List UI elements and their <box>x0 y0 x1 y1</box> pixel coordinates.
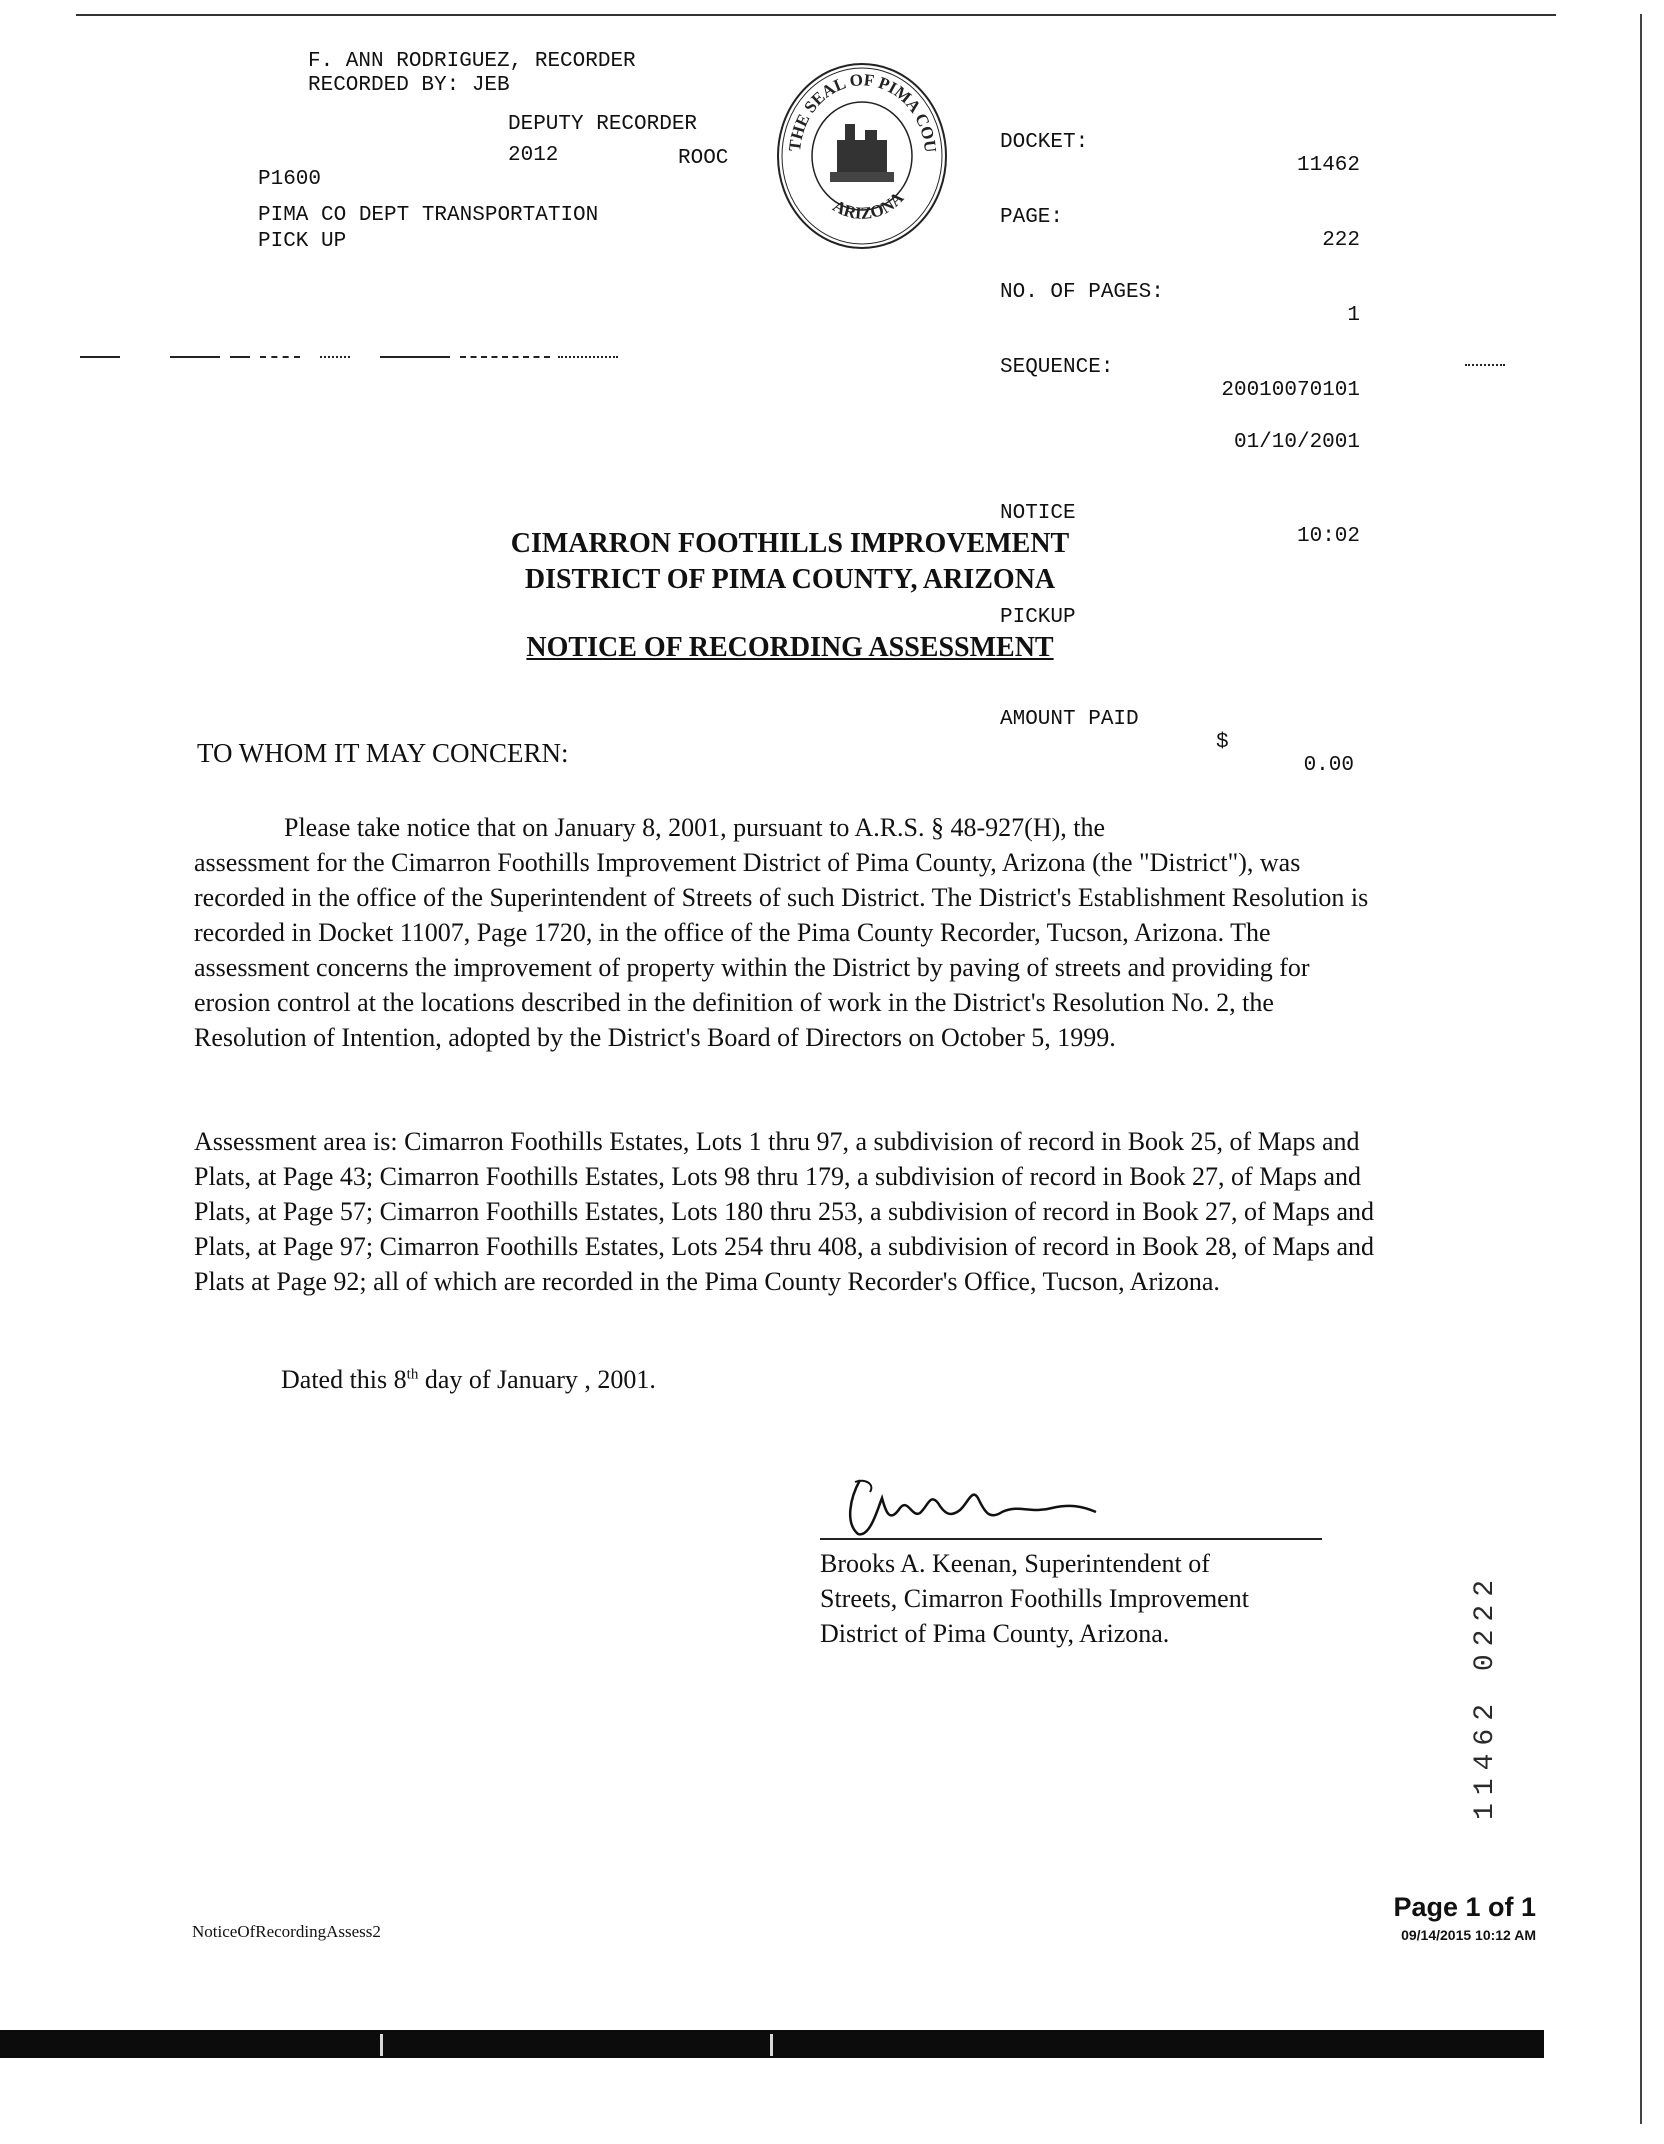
page-count: Page 1 of 1 <box>1393 1892 1536 1922</box>
recorder-header <box>258 50 758 188</box>
margin-docket-stamp: 11462 0222 <box>1470 1571 1501 1820</box>
salutation: TO WHOM IT MAY CONCERN: <box>197 738 569 768</box>
currency-symbol: $ <box>1216 731 1229 754</box>
paragraph-1 <box>194 810 1374 1055</box>
signer-line1: Brooks A. Keenan, Superintendent of <box>820 1549 1210 1578</box>
county-seal <box>775 60 950 252</box>
recorded-time: 10:02 <box>1296 525 1360 548</box>
paragraph-2: Assessment area is: Cimarron Foothills Estates, Lots 1 thru 97, a subdivision of record in Book 25, of Maps and Plats, at Page 43; Cimarron Foothills Estates, Lots 98 thru 179, a subdivision of record in Book 27, of Maps and Plats, at Page 57; Cimarron Foothills Estates, Lots 180 thru 253, a subdivision of record in Book 27, of Maps and Plats, at Page 97; Cimarron Foothills Estates, Lots 254 thru 408, a subdivision of record in Book 28, of Maps and Plats at Page 92; all of which are recorded in the Pima County Recorder's Office, Tucson, Arizona. <box>194 1127 1375 1296</box>
top-scan-border <box>76 14 1556 16</box>
seal-bottom-text: ARIZONA <box>829 188 908 224</box>
page-row <box>1000 183 1360 252</box>
pick-up-note: PICK UP <box>258 230 347 253</box>
recorder-code-letters: ROOC <box>678 147 729 170</box>
print-timestamp: 09/14/2015 10:12 AM <box>1401 1927 1536 1943</box>
dated-ordinal: th <box>406 1366 419 1383</box>
district-title-line2: DISTRICT OF PIMA COUNTY, ARIZONA <box>524 564 1056 595</box>
recorder-name: F. ANN RODRIGUEZ, RECORDER <box>308 50 636 73</box>
deputy-recorder: DEPUTY RECORDER <box>508 113 698 136</box>
bar-notch-left <box>380 2034 383 2056</box>
notice-title <box>330 632 1250 664</box>
right-scan-border <box>1640 14 1642 2124</box>
pages-value: 1 <box>1347 304 1360 327</box>
docket-row <box>1000 108 1360 177</box>
amount-label: AMOUNT PAID <box>1000 708 1139 731</box>
page-label: PAGE: <box>1000 206 1064 229</box>
dated-suffix: day of January , 2001. <box>418 1365 656 1394</box>
docket-label: DOCKET: <box>1000 131 1089 154</box>
paragraph-1-body: assessment for the Cimarron Foothills Improvement District of Pima County, Arizona (the "District"), was recorded in the office of the Superintendent of Streets of such District. The District's Establishment Resolution is recorded in Docket 11007, Page 1720, in the office of the Pima County Recorder, Tucson, Arizona. The assessment concerns the improvement of property within the District by paving of streets and providing for erosion control at the locations described in the definition of work in the District's Resolution No. 2, the Resolution of Intention, adopted by the District's Board of Directors on October 5, 1999. <box>194 848 1369 1052</box>
dated-line <box>281 1365 656 1395</box>
recorded-date: 01/10/2001 <box>1233 431 1360 454</box>
notice-label: NOTICE <box>1000 502 1076 525</box>
paragraph-1-first-line: Please take notice that on January 8, 2001, pursuant to A.R.S. § 48-927(H), the <box>284 813 1106 842</box>
signer-line2: Streets, Cimarron Foothills Improvement <box>820 1584 1249 1613</box>
agency-code: P1600 <box>258 168 322 191</box>
recorder-code-number: 2012 <box>508 144 559 167</box>
dotted-mark <box>1465 364 1505 366</box>
docket-value: 11462 <box>1296 154 1360 177</box>
signature-block <box>820 1546 1249 1651</box>
signer-line3: District of Pima County, Arizona. <box>820 1619 1170 1648</box>
sequence-value: 20010070101 <box>1221 379 1360 402</box>
pages-row <box>1000 258 1360 327</box>
district-title-line1: CIMARRON FOOTHILLS IMPROVEMENT <box>510 528 1070 559</box>
footer-filename: NoticeOfRecordingAssess2 <box>192 1922 381 1941</box>
seal-icon <box>775 60 950 252</box>
page-value: 222 <box>1322 229 1360 252</box>
sequence-label: SEQUENCE: <box>1000 356 1114 379</box>
agency-name: PIMA CO DEPT TRANSPORTATION <box>258 204 599 227</box>
signature-line <box>820 1538 1322 1540</box>
recorded-by: RECORDED BY: JEB <box>308 74 510 97</box>
notice-title-text: NOTICE OF RECORDING ASSESSMENT <box>526 632 1054 663</box>
seal-top-text: THE SEAL OF PIMA COU <box>785 70 941 154</box>
bar-notch-right <box>770 2034 773 2056</box>
pages-label: NO. OF PAGES: <box>1000 281 1164 304</box>
amount-row <box>1000 685 1360 777</box>
handwritten-signature <box>820 1468 1120 1548</box>
pickup-label: PICKUP <box>1000 606 1076 629</box>
dated-prefix: Dated this 8 <box>281 1365 407 1394</box>
amount-value: 0.00 <box>1303 754 1354 777</box>
date-row <box>1000 408 1360 454</box>
sequence-row <box>1000 333 1360 402</box>
